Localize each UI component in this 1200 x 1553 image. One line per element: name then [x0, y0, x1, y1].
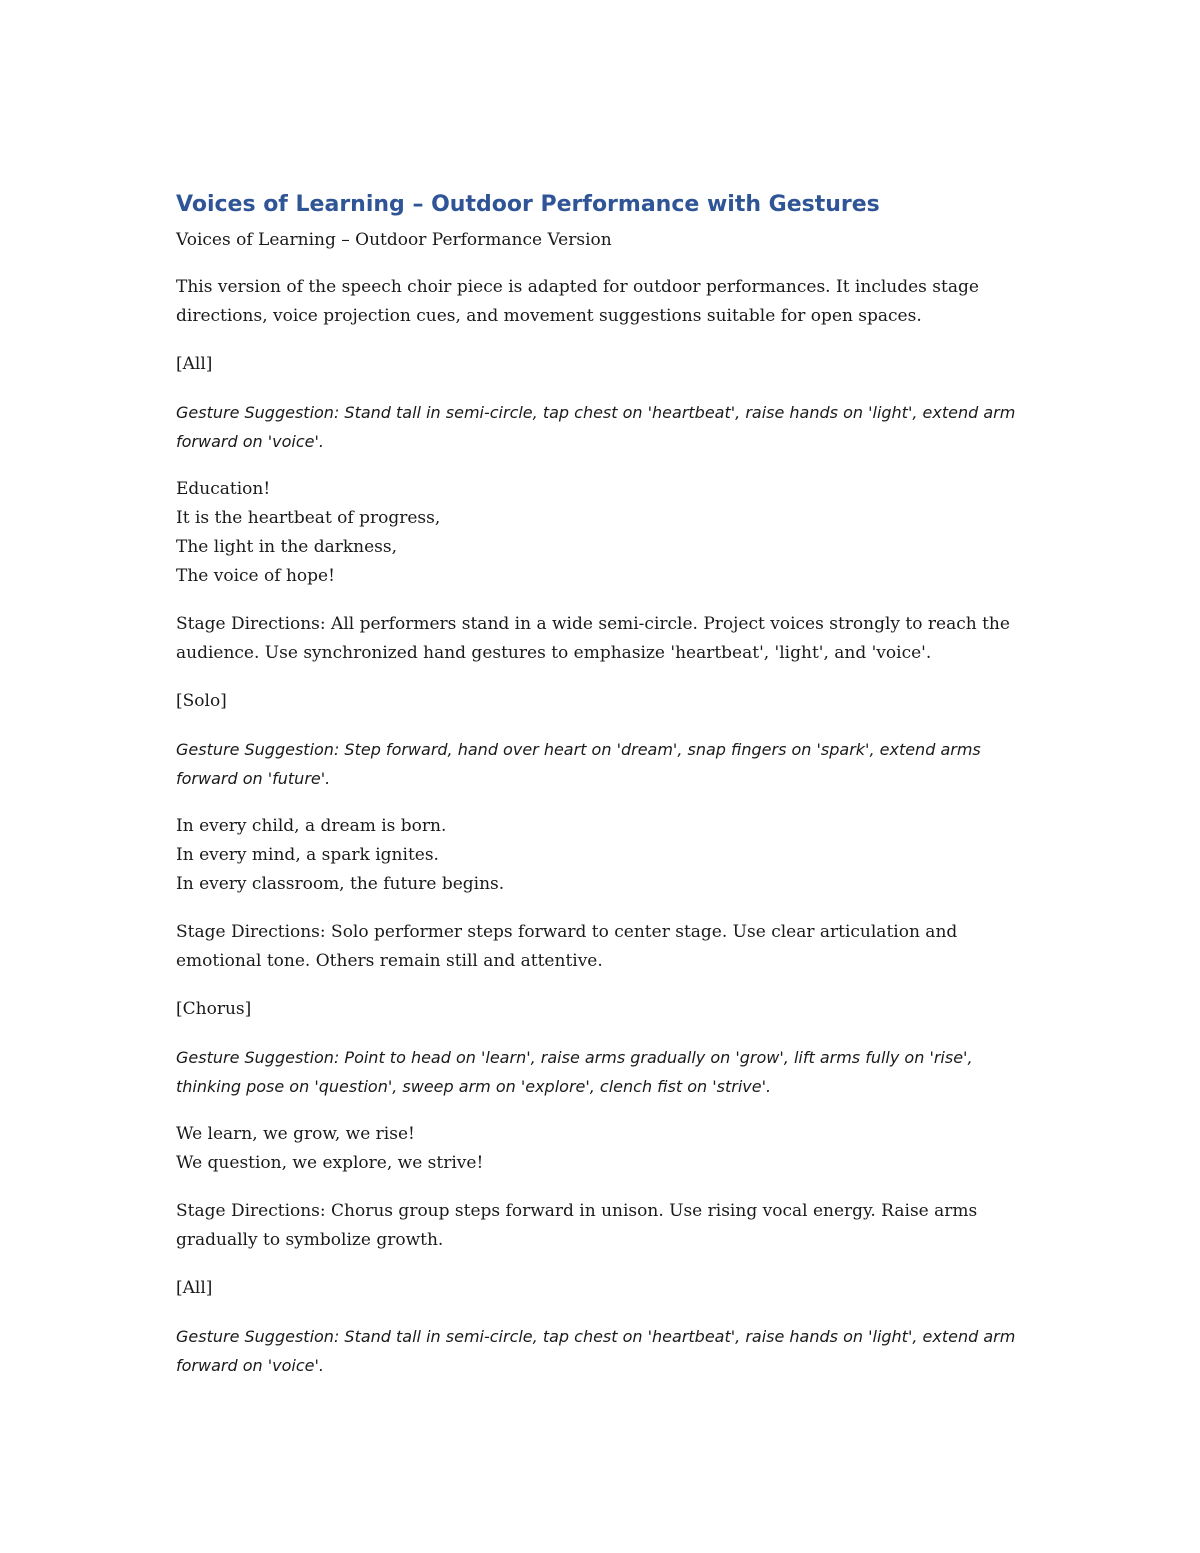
- verse-line: In every mind, a spark ignites.: [176, 845, 439, 865]
- gesture-suggestion: Gesture Suggestion: Stand tall in semi-circle, tap chest on 'heartbeat', raise hands on 'light', extend arm forward on 'voice'.: [176, 403, 1016, 451]
- section-label: [Solo]: [176, 691, 227, 711]
- verse-line: In every child, a dream is born.: [176, 816, 447, 836]
- document-subtitle: Voices of Learning – Outdoor Performance Version: [176, 230, 612, 250]
- verse-line: Education!: [176, 479, 271, 499]
- verse-lines: [176, 1120, 1036, 1178]
- section-label: [All]: [176, 1278, 213, 1298]
- verse-line: We learn, we grow, we rise!: [176, 1124, 415, 1144]
- document-title: Voices of Learning – Outdoor Performance with Gestures: [176, 192, 880, 217]
- verse-line: The voice of hope!: [176, 566, 335, 586]
- verse-lines: [176, 812, 1036, 899]
- section-label: [All]: [176, 354, 213, 374]
- verse-lines: [176, 475, 1036, 591]
- verse-line: It is the heartbeat of progress,: [176, 508, 441, 528]
- stage-directions: Stage Directions: Chorus group steps forward in unison. Use rising vocal energy. Raise arms gradually to symbolize growth.: [176, 1201, 978, 1250]
- document-page: [176, 188, 1036, 1399]
- gesture-suggestion: Gesture Suggestion: Step forward, hand over heart on 'dream', snap fingers on 'spark', extend arms forward on 'future'.: [176, 740, 981, 788]
- verse-line: We question, we explore, we strive!: [176, 1153, 484, 1173]
- section-solo: [176, 687, 1036, 976]
- verse-line: The light in the darkness,: [176, 537, 398, 557]
- stage-directions: Stage Directions: All performers stand in a wide semi-circle. Project voices strongly to reach the audience. Use synchronized hand gestures to emphasize 'heartbeat', 'light', and 'voice'.: [176, 614, 1010, 663]
- section-chorus: [176, 995, 1036, 1255]
- intro-paragraph: This version of the speech choir piece is adapted for outdoor performances. It includes stage directions, voice projection cues, and movement suggestions suitable for open spaces.: [176, 277, 979, 326]
- section-label: [Chorus]: [176, 999, 252, 1019]
- verse-line: In every classroom, the future begins.: [176, 874, 505, 894]
- stage-directions: Stage Directions: Solo performer steps forward to center stage. Use clear articulation and emotional tone. Others remain still and attentive.: [176, 922, 958, 971]
- gesture-suggestion: Gesture Suggestion: Stand tall in semi-circle, tap chest on 'heartbeat', raise hands on 'light', extend arm forward on 'voice'.: [176, 1327, 1016, 1375]
- gesture-suggestion: Gesture Suggestion: Point to head on 'learn', raise arms gradually on 'grow', lift arms fully on 'rise', thinking pose on 'question', sweep arm on 'explore', clench fist on 'strive'.: [176, 1048, 973, 1096]
- section-all-1: [176, 350, 1036, 668]
- section-all-2: [176, 1274, 1036, 1380]
